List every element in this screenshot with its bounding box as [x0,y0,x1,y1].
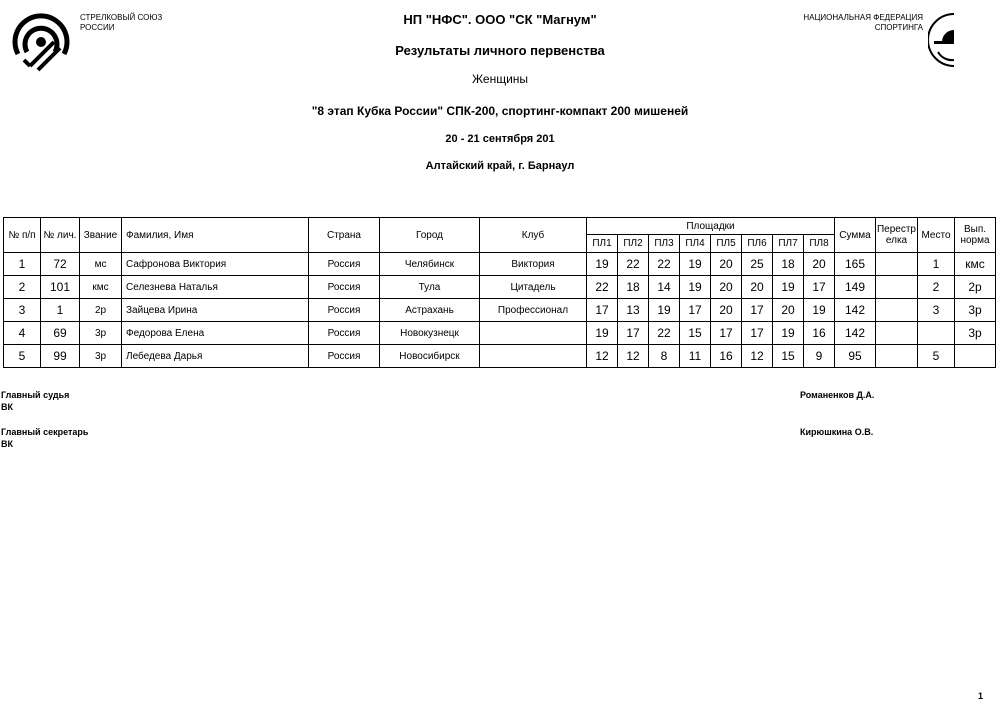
cell-sum: 165 [835,253,876,276]
cell-place: 1 [918,253,955,276]
col-header-pl4: ПЛ4 [680,235,711,253]
table-row [4,345,996,368]
cell-pl4: 17 [680,299,711,322]
cell-city: Тула [380,276,480,299]
col-header-city: Город [380,218,480,253]
cell-pl7: 19 [773,322,804,345]
cell-club [480,322,587,345]
col-header-num: № п/п [4,218,41,253]
cell-pl8: 17 [804,276,835,299]
cell-pl3: 8 [649,345,680,368]
cell-country: Россия [309,253,380,276]
col-header-pl6: ПЛ6 [742,235,773,253]
cell-norm: 3р [955,299,996,322]
table-row [4,276,996,299]
chief-secretary [1,426,88,450]
cell-pl4: 11 [680,345,711,368]
cell-country: Россия [309,276,380,299]
cell-bib: 72 [41,253,80,276]
cell-sum: 142 [835,299,876,322]
cell-shootoff [876,253,918,276]
cell-pl8: 16 [804,322,835,345]
cell-name: Сафронова Виктория [122,253,309,276]
chief-judge-label: Главный судья [1,390,70,400]
category: Женщины [471,72,529,86]
cell-norm: 3р [955,322,996,345]
col-header-country: Страна [309,218,380,253]
cell-club: Профессионал [480,299,587,322]
col-header-bib: № лич. [41,218,80,253]
page-number: 1 [978,691,984,701]
cell-norm: 2р [955,276,996,299]
chief-secretary-name: Кирюшкина О.В. [800,427,874,437]
event-name: "8 этап Кубка России" СПК-200, спортинг-компакт 200 мишеней [311,104,689,118]
cell-rank: мс [80,253,122,276]
cell-place: 2 [918,276,955,299]
cell-pl2: 18 [618,276,649,299]
org-left-line2: РОССИИ [80,23,115,32]
chief-judge-category: ВК [1,402,13,412]
chief-secretary-label: Главный секретарь [1,427,89,437]
cell-pl5: 20 [711,299,742,322]
cell-num: 5 [4,345,41,368]
col-header-pl3: ПЛ3 [649,235,680,253]
col-header-sum: Сумма [835,218,876,253]
org-right-line2: СПОРТИНГА [874,23,923,32]
cell-num: 1 [4,253,41,276]
page-title: Результаты личного первенства [395,43,605,58]
col-header-club: Клуб [480,218,587,253]
cell-sum: 142 [835,322,876,345]
cell-bib: 99 [41,345,80,368]
cell-club: Виктория [480,253,587,276]
cell-name: Зайцева Ирина [122,299,309,322]
cell-pl1: 17 [587,299,618,322]
cell-pl3: 14 [649,276,680,299]
col-header-norm: Вып. норма [955,218,996,253]
cell-pl3: 22 [649,322,680,345]
cell-pl6: 17 [742,322,773,345]
cell-pl6: 17 [742,299,773,322]
col-header-platforms: Площадки [587,218,835,235]
cell-pl7: 15 [773,345,804,368]
cell-pl3: 19 [649,299,680,322]
col-header-pl1: ПЛ1 [587,235,618,253]
table-row [4,299,996,322]
cell-pl4: 19 [680,276,711,299]
cell-place: 3 [918,299,955,322]
table-row [4,253,996,276]
cell-name: Лебедева Дарья [122,345,309,368]
cell-pl1: 22 [587,276,618,299]
cell-pl5: 16 [711,345,742,368]
table-row [4,322,996,345]
cell-num: 3 [4,299,41,322]
cell-name: Селезнева Наталья [122,276,309,299]
cell-pl2: 17 [618,322,649,345]
cell-pl7: 19 [773,276,804,299]
cell-pl6: 25 [742,253,773,276]
cell-shootoff [876,299,918,322]
cell-pl3: 22 [649,253,680,276]
cell-pl8: 9 [804,345,835,368]
col-header-shootoff: Перестрелка [876,218,918,253]
cell-country: Россия [309,345,380,368]
col-header-place: Место [918,218,955,253]
cell-rank: 3р [80,345,122,368]
organizers-title: НП "НФС". ООО "СК "Магнум" [403,12,597,27]
cell-norm [955,345,996,368]
cell-shootoff [876,322,918,345]
cell-shootoff [876,345,918,368]
cell-pl7: 20 [773,299,804,322]
cell-pl5: 20 [711,253,742,276]
chief-judge-name: Романенков Д.А. [800,390,875,400]
cell-pl5: 17 [711,322,742,345]
cell-city: Новосибирск [380,345,480,368]
cell-pl1: 19 [587,253,618,276]
cell-club [480,345,587,368]
cell-city: Новокузнецк [380,322,480,345]
cell-pl1: 19 [587,322,618,345]
cell-rank: 3р [80,322,122,345]
cell-sum: 95 [835,345,876,368]
chief-secretary-category: ВК [1,439,13,449]
cell-pl1: 12 [587,345,618,368]
cell-place [918,322,955,345]
cell-rank: кмс [80,276,122,299]
cell-rank: 2р [80,299,122,322]
cell-pl6: 12 [742,345,773,368]
cell-pl2: 13 [618,299,649,322]
cell-club: Цитадель [480,276,587,299]
cell-name: Федорова Елена [122,322,309,345]
cell-pl7: 18 [773,253,804,276]
cell-pl2: 12 [618,345,649,368]
cell-pl6: 20 [742,276,773,299]
col-header-pl7: ПЛ7 [773,235,804,253]
results-table [3,217,996,368]
cell-bib: 101 [41,276,80,299]
cell-norm: кмс [955,253,996,276]
cell-pl8: 20 [804,253,835,276]
org-left-line1: СТРЕЛКОВЫЙ СОЮЗ [80,13,163,22]
results-body [4,253,996,368]
cell-pl4: 19 [680,253,711,276]
col-header-rank: Звание [80,218,122,253]
cell-pl5: 20 [711,276,742,299]
col-header-pl5: ПЛ5 [711,235,742,253]
chief-judge [1,389,69,413]
cell-pl4: 15 [680,322,711,345]
cell-num: 4 [4,322,41,345]
cell-num: 2 [4,276,41,299]
cell-city: Челябинск [380,253,480,276]
cell-bib: 1 [41,299,80,322]
cell-country: Россия [309,299,380,322]
cell-country: Россия [309,322,380,345]
cell-place: 5 [918,345,955,368]
cell-sum: 149 [835,276,876,299]
col-header-pl8: ПЛ8 [804,235,835,253]
cell-pl2: 22 [618,253,649,276]
cell-shootoff [876,276,918,299]
cell-city: Астрахань [380,299,480,322]
col-header-name: Фамилия, Имя [122,218,309,253]
org-right-line1: НАЦИОНАЛЬНАЯ ФЕДЕРАЦИЯ [803,13,923,22]
col-header-pl2: ПЛ2 [618,235,649,253]
cell-bib: 69 [41,322,80,345]
event-place: Алтайский край, г. Барнаул [425,160,575,172]
event-dates: 20 - 21 сентября 201 [445,133,555,145]
cell-pl8: 19 [804,299,835,322]
